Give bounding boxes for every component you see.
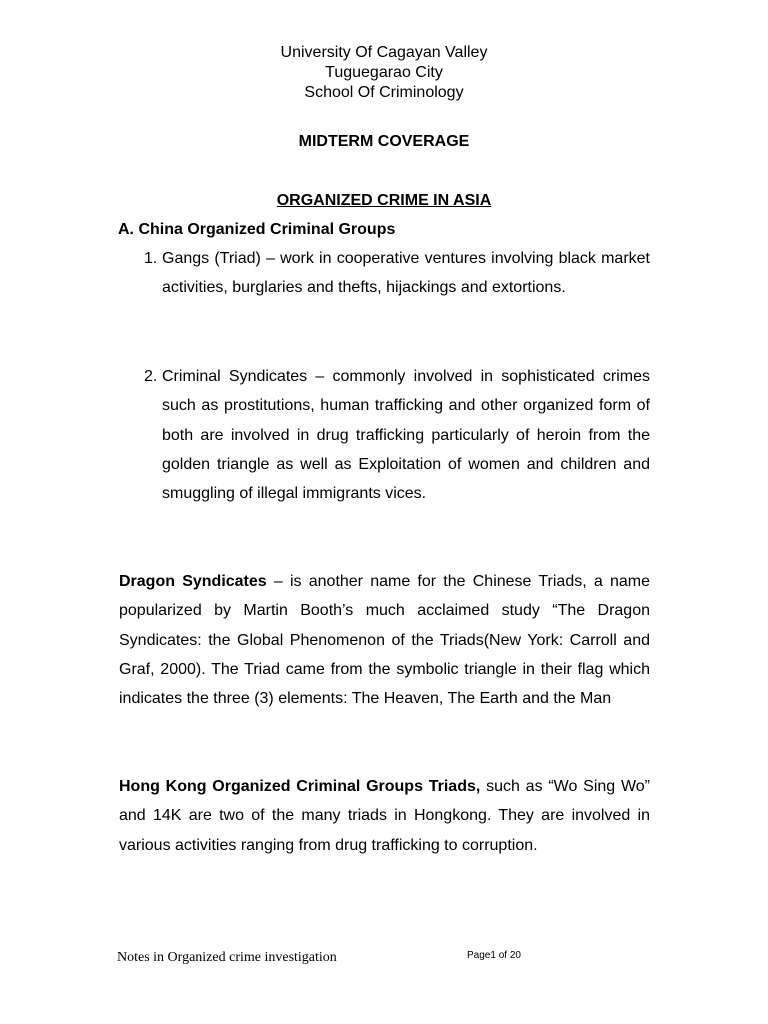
dragon-syndicates-term: Dragon Syndicates (119, 573, 267, 590)
page-of-label: of (498, 950, 508, 961)
list-item-text: Gangs (Triad) – work in cooperative ventures involving black market activities, burglaries and thefts, hijackings and extortions. (162, 250, 650, 297)
city-name: Tuguegarao City (325, 64, 443, 81)
university-name: University Of Cagayan Valley (280, 44, 488, 61)
list-item-text: Criminal Syndicates – commonly involved in sophisticated crimes such as prostitutions, human trafficking and other organized form of both are involved in drug trafficking particularly of heroin from the golden triangle as well as Exploitation of women and children and smuggling of illegal immigrants vices. (162, 368, 650, 503)
subsection-a-heading: A. China Organized Criminal Groups (118, 221, 396, 238)
dragon-syndicates-paragraph (119, 567, 650, 713)
page-current: 1 (490, 950, 496, 961)
hong-kong-text: such as “Wo Sing Wo” and 14K are two of the many triads in Hongkong. They are involved in various activities ranging from drug trafficking to corruption. (119, 778, 650, 854)
hong-kong-paragraph (119, 772, 650, 860)
list-item-number: 1. (144, 250, 158, 267)
section-title (0, 191, 768, 211)
page-total: 20 (509, 950, 521, 961)
dragon-syndicates-text: – is another name for the Chinese Triads, a name popularized by Martin Booth’s much acclaimed study “The Dragon Syndicates: the Global Phenomenon of the Triads(New York: Carroll and Graf, 2000). The Triad came from the symbolic triangle in their flag which indicates the three (3) elements: The Heaven, The Earth and the Man (119, 573, 650, 708)
page-number (467, 950, 521, 961)
midterm-heading: MIDTERM COVERAGE (298, 133, 470, 150)
page-label: Page (467, 950, 491, 961)
footer-note: Notes in Organized crime investigation (117, 950, 337, 965)
school-name: School Of Criminology (304, 84, 464, 101)
hong-kong-term: Hong Kong Organized Criminal Groups Triads, (119, 778, 481, 795)
list-item-number: 2. (144, 368, 158, 385)
document-header (0, 43, 768, 103)
section-title-text: ORGANIZED CRIME IN ASIA (276, 192, 492, 209)
